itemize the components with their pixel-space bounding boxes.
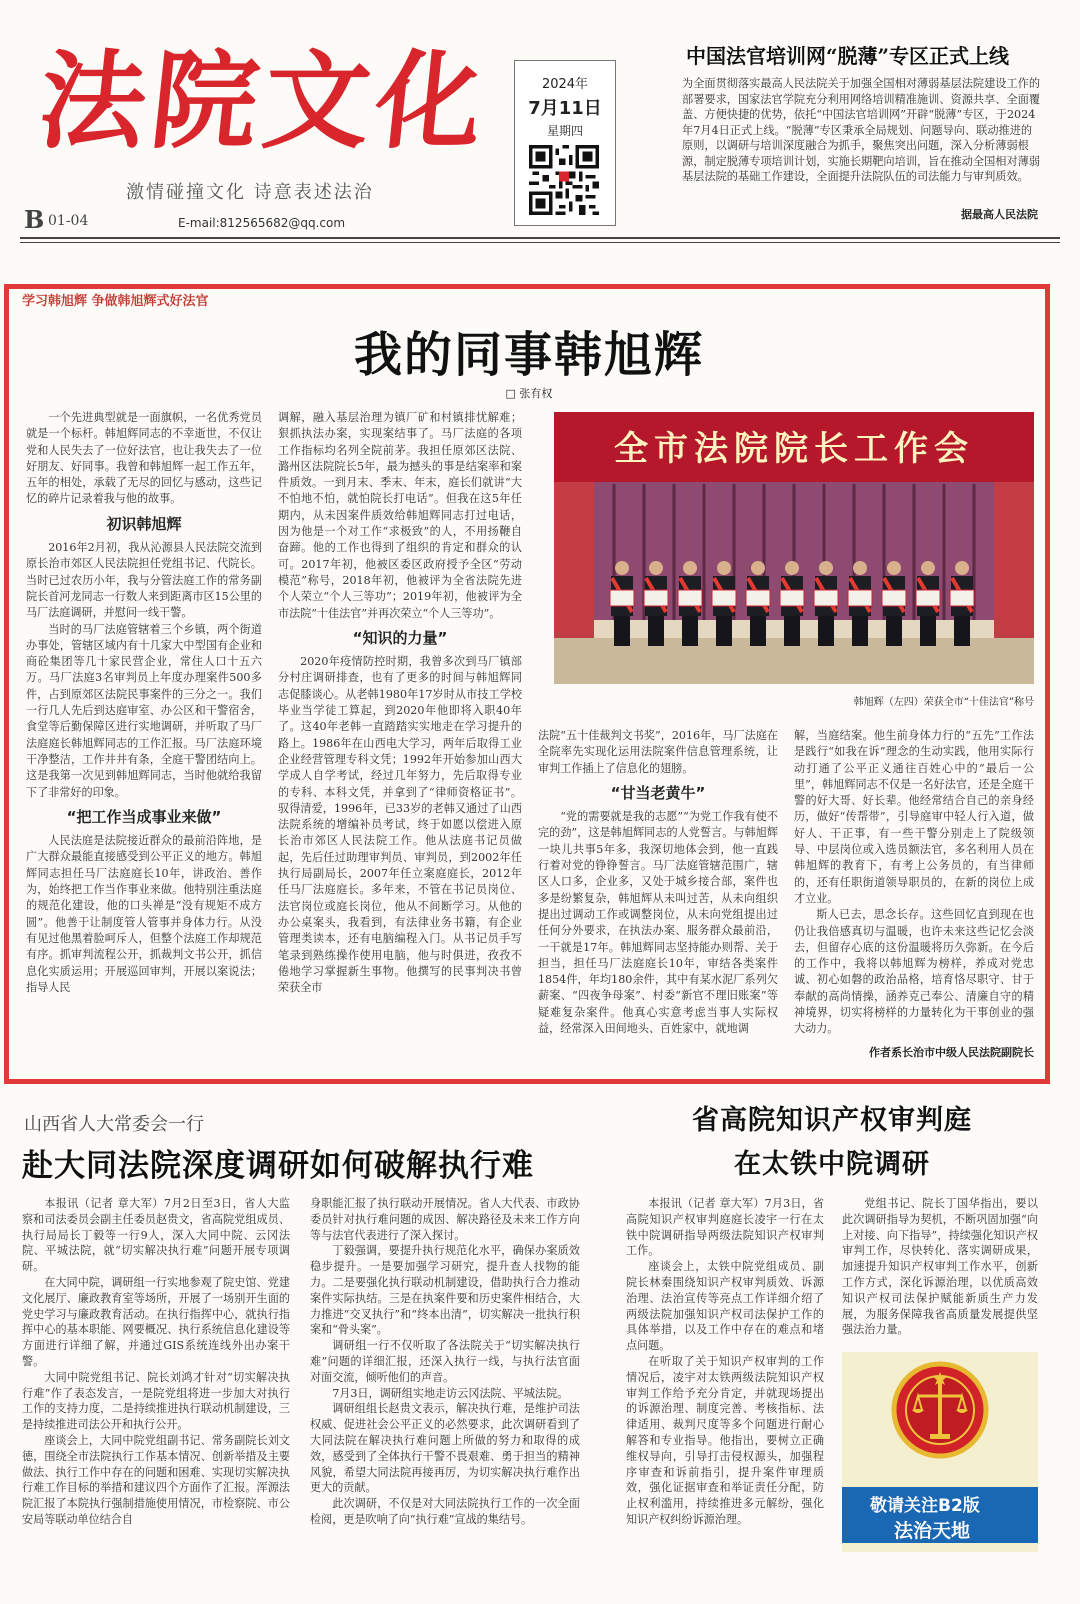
main-article-byline: □ 张有权 — [505, 387, 553, 400]
main-article-column-4 — [794, 728, 1034, 1038]
masthead-rule — [20, 237, 1060, 239]
paragraph: 在听取了关于知识产权审判的工作情况后，凌宇对太铁两级法院知识产权审判工作给予充分肯定，并就现场提出的诉源治理、制度完善、考核指标、法律适用、裁判尺度等多个问题进行耐心解答和专业指导。他指出，要树立正确维权导向，引导打击侵权源头，加强程序审查和诉前指引，提升案件审理质效，强化证据审查和举证责任分配，防止权利滥用，持续推进多元解纷，强化知识产权纠纷诉源治理。 — [626, 1354, 824, 1526]
date-box — [514, 60, 616, 226]
paragraph: 一个先进典型就是一面旗帜，一名优秀党员就是一个标杆。韩旭辉同志的不幸逝世，不仅让党和人民失去了一位好法官，也让我失去了一位好朋友、好同事。我曾和韩旭辉一起工作五年，五年的相处，承载了无尽的回忆与感动，这些记忆的碎片记录着我与他的故事。 — [26, 411, 262, 506]
paragraph: 党组书记、院长丁国华指出，要以此次调研指导为契机，不断巩固加强“向上对接、向下指导”，持续强化知识产权审判工作，尽快转化、落实调研成果，加速提升知识产权审判工作水平，创新工作方式，深化诉源治理，以优质高效知识产权司法保护赋能新质生产力发展，为服务保障我省高质量发展提供坚强法治力量。 — [842, 1197, 1038, 1337]
paragraph: 2016年2月初，我从沁源县人民法院交流到原长治市郊区人民法院担任党组书记、代院长。当时已过农历小年，我与分管法庭工作的常务副院长首河龙同志一行数人来到距离市区15公里的马厂法庭调研，并慰问一线干警。 — [26, 541, 262, 620]
article2-column-1 — [22, 1196, 290, 1528]
author-note: 作者系长治市中级人民法院副院长 — [869, 1046, 1034, 1059]
paragraph: 调研组组长赵贵文表示，解决执行难，是维护司法权威、促进社会公平正义的必然要求，此次调研看到了大同法院在解决执行难问题上所做的努力和取得的成效，感受到了全体执行干警不畏艰难、勇于担当的精神风貌，希望大同法院再接再厉，为切实解决执行难作出更大的贡献。 — [310, 1402, 580, 1495]
paragraph: 斯人已去，思念长存。这些回忆直到现在也仍让我倍感真切与温暖，也许未来这些记忆会淡去，但留存心底的这份温暖将历久弥新。在今后的工作中，我将以韩旭辉为榜样，养成对党忠诚、初心如磐的政治品格，培育恪尽职守、甘于奉献的高尚情操，涵养克己奉公、清廉自守的精神境界，切实将榜样的力量转化为干事创业的强大动力。 — [794, 908, 1034, 1036]
paragraph: 解，当庭结案。他生前身体力行的“五先”工作法是践行“如我在诉”理念的生动实践，他用实际行动打通了公平正义通往百姓心中的“最后一公里”，韩旭辉同志不仅是一名好法官，还是全庭干警的好大哥、好长辈。他经常结合自己的亲身经历，做好“传帮带”，引导庭审中轻人行入道，做好人、干正事，有一些干警分别走上了院级领导、中层岗位或入选员额法官，多名利用人员在韩旭辉的教育下，有考上公务员的，有当律师的，还有任职街道领导职员的，在新的岗位上成才立业。 — [794, 729, 1034, 905]
paragraph: 在大同中院，调研组一行实地参观了院史馆、党建文化展厅、廉政教育室等场所，开展了一场别开生面的党史学习与廉政教育活动。在执行指挥中心，就执行指挥中心的基本职能、网要概况、执行系统信息化建设等方面进行详细了解，并通过GIS系统连线外出办案干警。 — [22, 1275, 290, 1368]
masthead-rule-thin — [20, 242, 1060, 243]
paragraph: 身职能汇报了执行联动开展情况。省人大代表、市政协委员针对执行难问题的成因、解决路径及未来工作方向等与法官代表进行了深入探讨。 — [310, 1197, 580, 1242]
paragraph: “党的需要就是我的志愿”“为党工作我有使不完的劲”，这是韩旭辉同志的人党誓言。与韩旭辉一块儿共事5年多，我深切地体会到，他一直践行着对党的铮铮誓言。马厂法庭管辖范围广，辖区人口多，企业多，又处于城乡接合部，案件也多是纷繁复杂，韩旭辉从未叫过苦，从未向组织提出过调动工作或调整岗位，从未向党组提出过任何分外要求，在执法办案、服务群众最前沿，一干就是17年。韩旭辉同志坚持能办则帮、关于担当，担任马厂法庭庭长10年，审结各类案件1854件，年均180余件，其中有某水泥厂系列欠薪案、“四夜争母案”、村委“新官不理旧账案”等疑难复杂案件。他真心实意考虑当事人实际权益，经常深入田间地头、百姓家中，就地调 — [538, 810, 778, 1036]
paragraph: 法院“五十佳裁判文书奖”，2016年，马厂法庭在全院率先实现化运用法院案件信息管理系统，让审判工作插上了信息化的翅膀。 — [538, 729, 778, 775]
page-code: B — [24, 205, 45, 234]
promo-box[interactable] — [842, 1352, 1038, 1552]
paragraph: 座谈会上，太铁中院党组成员、副院长林秦围绕知识产权审判质效、诉源治理、法治宣传等亮点工作详细介绍了两级法院加强知识产权司法保护工作的具体举措，以及工作中存在的难点和堵点问题。 — [626, 1260, 824, 1353]
main-article-column-1 — [26, 410, 262, 996]
main-article-column-3 — [538, 728, 778, 1037]
paragraph: 调解，融入基层治理为镇厂矿和村镇排忧解难；狠抓执法办案，实现案结事了。马厂法庭的各项工作指标均名列全院前茅。我担任原郊区法院、潞州区法院院长5年，最为撼头的事是结案率和案件质效。一到月末、季末、年末，庭长们就讲“大不怕地不怕，就怕院长打电话”。但我在这5年任期内，从未因案件质效给韩旭辉同志打过电话，因为他是一个对工作“求极致”的人，不用扬鞭自奋蹄。他的工作也得到了组织的肯定和群众的认可。2017年初，他被区委区政府授予全区“劳动模范”称号，2018年初，他被评为全省法院先进个人荣立“个人三等功”；2019年初，他被评为全市法院“十佳法官”并再次荣立“个人三等功”。 — [278, 411, 522, 620]
paragraph: 本报讯（记者 章大军）7月2日至3日，省人大监察和司法委员会副主任委员赵贵文，省高院党组成员、执行局局长丁毅等一行9人，深入大同中院、云冈法院、平城法院，就“切实解决执行难”问题开展专项调研。 — [22, 1197, 290, 1274]
paragraph: 7月3日，调研组实地走访云冈法院、平城法院。 — [332, 1386, 569, 1400]
main-article-title: 我的同事韩旭辉 — [353, 327, 704, 383]
paragraph: 丁毅强调，要提升执行规范化水平，确保办案质效稳步提升。一是要加强学习研究，提升查人找物的能力。二是要强化执行联动机制建设，借助执行合力推动案件实际执结。三是在执案件要和历史案件相结合，大力推进“交叉执行”和“终本出清”，切实解决一批执行积案和“骨头案”。 — [310, 1244, 580, 1337]
article3-column-2 — [842, 1196, 1038, 1338]
qr-code-icon — [529, 145, 599, 215]
announcement-title: 中国法官培训网“脱薄”专区正式上线 — [686, 44, 1010, 68]
article3-title-line-1: 省高院知识产权审判庭 — [692, 1105, 972, 1136]
paragraph: 人民法庭是法院接近群众的最前沿阵地，是广大群众最能直接感受到公平正义的地方。韩旭辉同志担任马厂法庭庭长10年，讲政治、善作为，始终把工作当作事业来做。他特别注重法庭的规范化建设，他的口头禅是“没有规矩不成方圆”。他善于让制度管人管事并身体力行。从没有见过他黑着脸呵斥人，但整个法庭工作却规范有序。抓审判流程公开，抓裁判文书公开，抓信息化实质运用；开展巡回审判，开展以案说法；指导人民 — [26, 834, 262, 994]
announcement-source: 据最高人民法院 — [961, 208, 1038, 221]
page-range: 01-04 — [48, 213, 89, 229]
paragraph: 当时的马厂法庭管辖着三个乡镇，两个街道办事处，管辖区域内有十几家大中型国有企业和商砼集团等几十家民营企业，常住人口十五六万。马厂法庭3名审判员上年度办理案件500多件，占到原郊区法院民事案件的三分之一。我们一行几人先后到达庭审室、办公区和干警宿舍，食堂等后勤保障区进行实地调研，并听取了马厂法庭庭长韩旭辉同志的工作汇报。马厂法庭环境干净整洁，工作井井有条，全庭干警团结向上。这是我第一次见到韩旭辉同志，当时他就给我留下了非常好的印象。 — [26, 622, 262, 799]
section-heading: 初识韩旭辉 — [106, 514, 182, 533]
announcement-body: 为全面贯彻落实最高人民法院关于加强全国相对薄弱基层法院建设工作的部署要求，国家法官学院充分利用网络培训精准施训、资源共享、全面覆盖、方便快捷的优势，依托“中国法官培训网”开辟“脱薄”专区，于2024年7月4日正式上线。“脱薄”专区秉承全局规划、问题导向、联动推进的原则，以调研与培训深度融合为抓手，聚焦突出问题，深入分析薄弱根源，制定脱薄专项培训计划，实施长期靶向培训，旨在推动全国相对薄弱基层法院的基础工作建设，全面提升法院队伍的司法能力与审判质效。 — [682, 77, 1041, 183]
masthead-slogan: 激情碰撞文化 诗意表述法治 — [126, 182, 374, 203]
contact-email: E-mail:812565682@qq.com — [178, 216, 346, 230]
paragraph: 此次调研，不仅是对大同法院执行工作的一次全面检阅，更是吹响了向“执行难”宣战的集结号。 — [310, 1497, 580, 1526]
series-kicker: 学习韩旭辉 争做韩旭辉式好法官 — [22, 294, 209, 309]
section-heading: “知识的力量” — [352, 628, 448, 647]
promo-line-1: 敬请关注B2版 — [870, 1496, 980, 1516]
paragraph: 大同中院党组书记、院长刘鸿才针对“切实解决执行难”作了表态发言，一是院党组将进一步加大对执行工作的支持力度，二是持续推进执行联动机制建设，三是持续推进司法公开和执行公开。 — [22, 1370, 290, 1432]
paragraph: 本报讯（记者 章大军）7月3日，省高院知识产权审判庭庭长凌宇一行在太铁中院调研指导两级法院知识产权审判工作。 — [626, 1197, 824, 1258]
paragraph: 2020年疫情防控时期，我曾多次到马厂镇部分村庄调研排查，也有了更多的时间与韩旭辉同志促膝谈心。从老韩1980年17岁时从市技工学校毕业当学徒工算起，到2020年他即将入职40年了。这40年老韩一直踏踏实实地走在学习提升的路上。1986年在山西电大学习，两年后取得工业企业经营管理专科文凭；1992年开始参加山西大学成人自学考试，经过几年努力，先后取得专业的专科、本科文凭，并拿到了“律师资格证书”。驭得清爱，1996年，已33岁的老韩又通过了山西法院系统的增编补员考试，终于如愿以偿进入原长治市郊区人民法院工作。他从法庭书记员做起，先后任过助理审判员、审判员，到2002年任执行局副局长，2007年任立案庭庭长，2012年任马厂法庭庭长。多年来，不管在书记员岗位、法官岗位或庭长岗位，他从不间断学习。从他的办公桌案头，我看到，有法律业务书籍，有企业管理类读本，还有电脑编程入门。从书记员手写笔录到熟练操作使用电脑，他与时俱进，孜孜不倦地学习掌握新生事物。他撰写的民事判决书曾荣获全市 — [278, 655, 522, 995]
date-year: 2024年 — [541, 77, 589, 92]
paragraph: 座谈会上，大同中院党组副书记、常务副院长刘文德，围绕全市法院执行工作基本情况、创新举措及主要做法、执行工作中存在的问题和困难、实现切实解决执行难工作目标的举措和建议四个方面作了汇报。浑源法院汇报了本院执行强制措施使用情况，市检察院、市公安局等联动单位结合自 — [22, 1433, 290, 1526]
award-ceremony-photo — [554, 412, 1034, 684]
photo-caption: 韩旭辉（左四）荣获全市“十佳法官”称号 — [853, 697, 1034, 708]
paragraph: 调研组一行不仅听取了各法院关于“切实解决执行难”问题的详细汇报，还深入执行一线，与执行法官面对面交流，倾听他们的声音。 — [310, 1339, 580, 1384]
article2-kicker: 山西省人大常委会一行 — [24, 1114, 204, 1135]
article2-title: 赴大同法院深度调研如何破解执行难 — [22, 1148, 534, 1184]
newspaper-logo: 法院文化 — [33, 38, 495, 163]
date-month-day: 7月11日 — [528, 98, 602, 119]
section-heading: “甘当老黄牛” — [610, 783, 706, 802]
article2-column-2 — [310, 1196, 580, 1528]
section-heading: “把工作当成事业来做” — [66, 807, 222, 826]
main-article-column-2 — [278, 410, 522, 996]
photo-banner-text: 全市法院院长工作会 — [614, 429, 974, 469]
date-weekday: 星期四 — [546, 124, 583, 138]
stage-illustration — [554, 412, 1034, 684]
article3-title-line-2: 在太铁中院调研 — [734, 1149, 930, 1180]
court-emblem-icon — [890, 1360, 990, 1460]
promo-label[interactable] — [842, 1487, 1038, 1543]
promo-line-2: 法治天地 — [894, 1520, 971, 1542]
article3-column-1 — [626, 1196, 824, 1528]
